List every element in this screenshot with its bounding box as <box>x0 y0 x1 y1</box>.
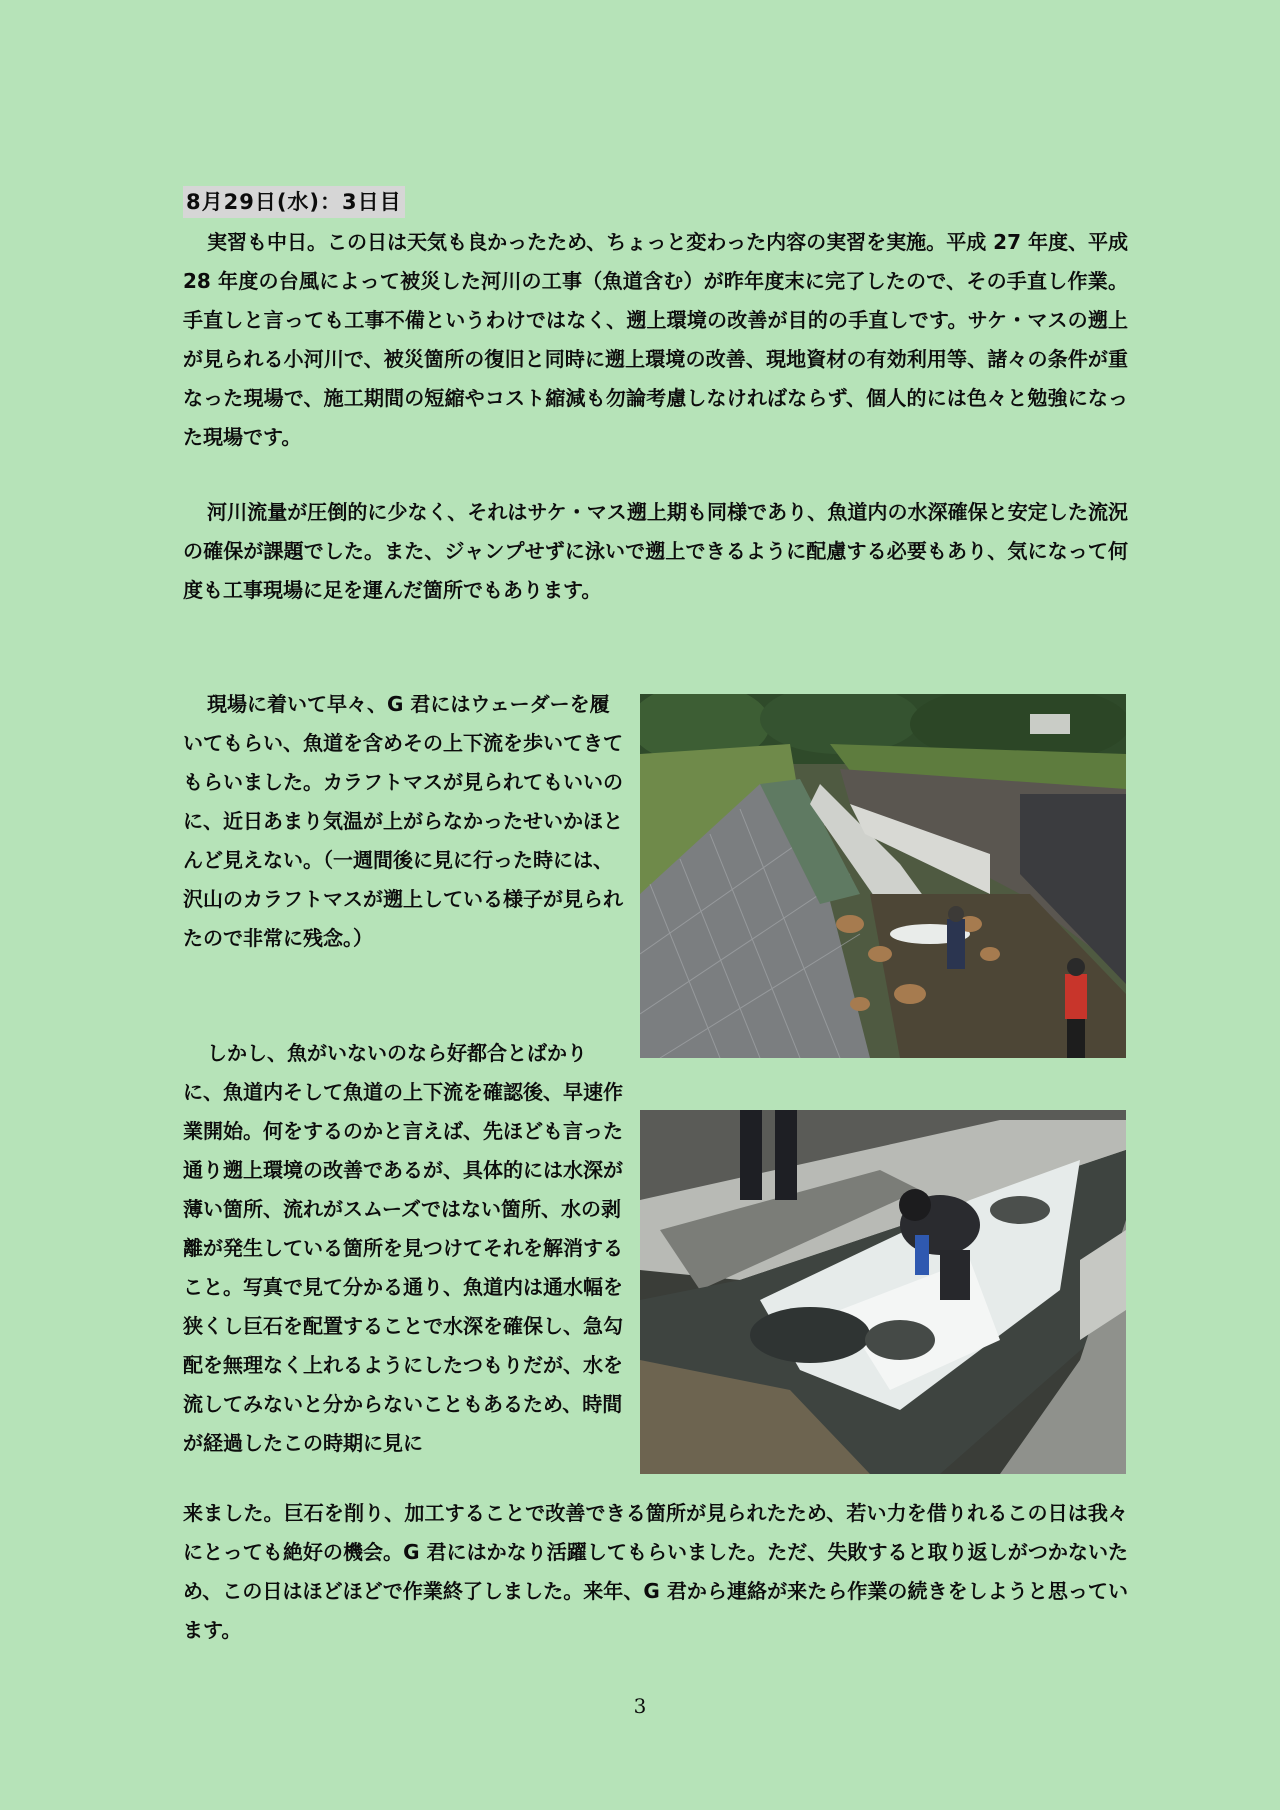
paragraph-site-walk <box>183 685 623 958</box>
paragraph-conclusion: 来ました。巨石を削り、加工することで改善できる箇所が見られたため、若い力を借りれるこの日は我々にとっても絶好の機会。G 君にはかなり活躍してもらいました。ただ、失敗すると取り返しがつかないため、この日はほどほどで作業終了しました。来年、G 君から連絡が来たら作業の続きをしようと思っています。 <box>183 1501 1128 1642</box>
photo-fishway-overview <box>640 694 1126 1058</box>
paragraph-intro <box>183 223 1128 457</box>
paragraph-site-walk-text: 現場に着いて早々、G 君にはウェーダーを履いてもらい、魚道を含めその上下流を歩いてきてもらいました。カラフトマスが見られてもいいのに、近日あまり気温が上がらなかったせいかほとんど見えない。（一週間後に見に行った時には、沢山のカラフトマスが遡上している様子が見られたので非常に残念。） <box>183 692 623 950</box>
photo-fishway-work <box>640 1110 1126 1474</box>
page-number: 3 <box>633 1694 647 1718</box>
paragraph-work <box>183 1034 623 1463</box>
paragraph-flow-text: 河川流量が圧倒的に少なく、それはサケ・マス遡上期も同様であり、魚道内の水深確保と安定した流況の確保が課題でした。また、ジャンプせずに泳いで遡上できるように配慮する必要もあり、気になって何度も工事現場に足を運んだ箇所でもあります。 <box>183 500 1128 602</box>
section-heading: 8月29日(水)：3日目 <box>183 186 405 218</box>
paragraph-flow <box>183 493 1128 610</box>
paragraph-work-text: しかし、魚がいないのなら好都合とばかりに、魚道内そして魚道の上下流を確認後、早速作業開始。何をするのかと言えば、先ほども言った通り遡上環境の改善であるが、具体的には水深が薄い箇所、流れがスムーズではない箇所、水の剥離が発生している箇所を見つけてそれを解消すること。写真で見て分かる通り、魚道内は通水幅を狭くし巨石を配置することで水深を確保し、急勾配を無理なく上れるようにしたつもりだが、水を流してみないと分からないこともあるため、時間が経過したこの時期に見に <box>183 1041 623 1455</box>
paragraph-intro-text: 実習も中日。この日は天気も良かったため、ちょっと変わった内容の実習を実施。平成 27 年度、平成 28 年度の台風によって被災した河川の工事（魚道含む）が昨年度末に完了したので、その手直し作業。手直しと言っても工事不備というわけではなく、遡上環境の改善が目的の手直しです。サケ・マスの遡上が見られる小河川で、被災箇所の復旧と同時に遡上環境の改善、現地資材の有効利用等、諸々の条件が重なった現場で、施工期間の短縮やコスト縮減も勿論考慮しなければならず、個人的には色々と勉強になった現場です。 <box>183 230 1128 449</box>
photo-fishway-work-image <box>640 1110 1126 1474</box>
photo-fishway-overview-image <box>640 694 1126 1058</box>
